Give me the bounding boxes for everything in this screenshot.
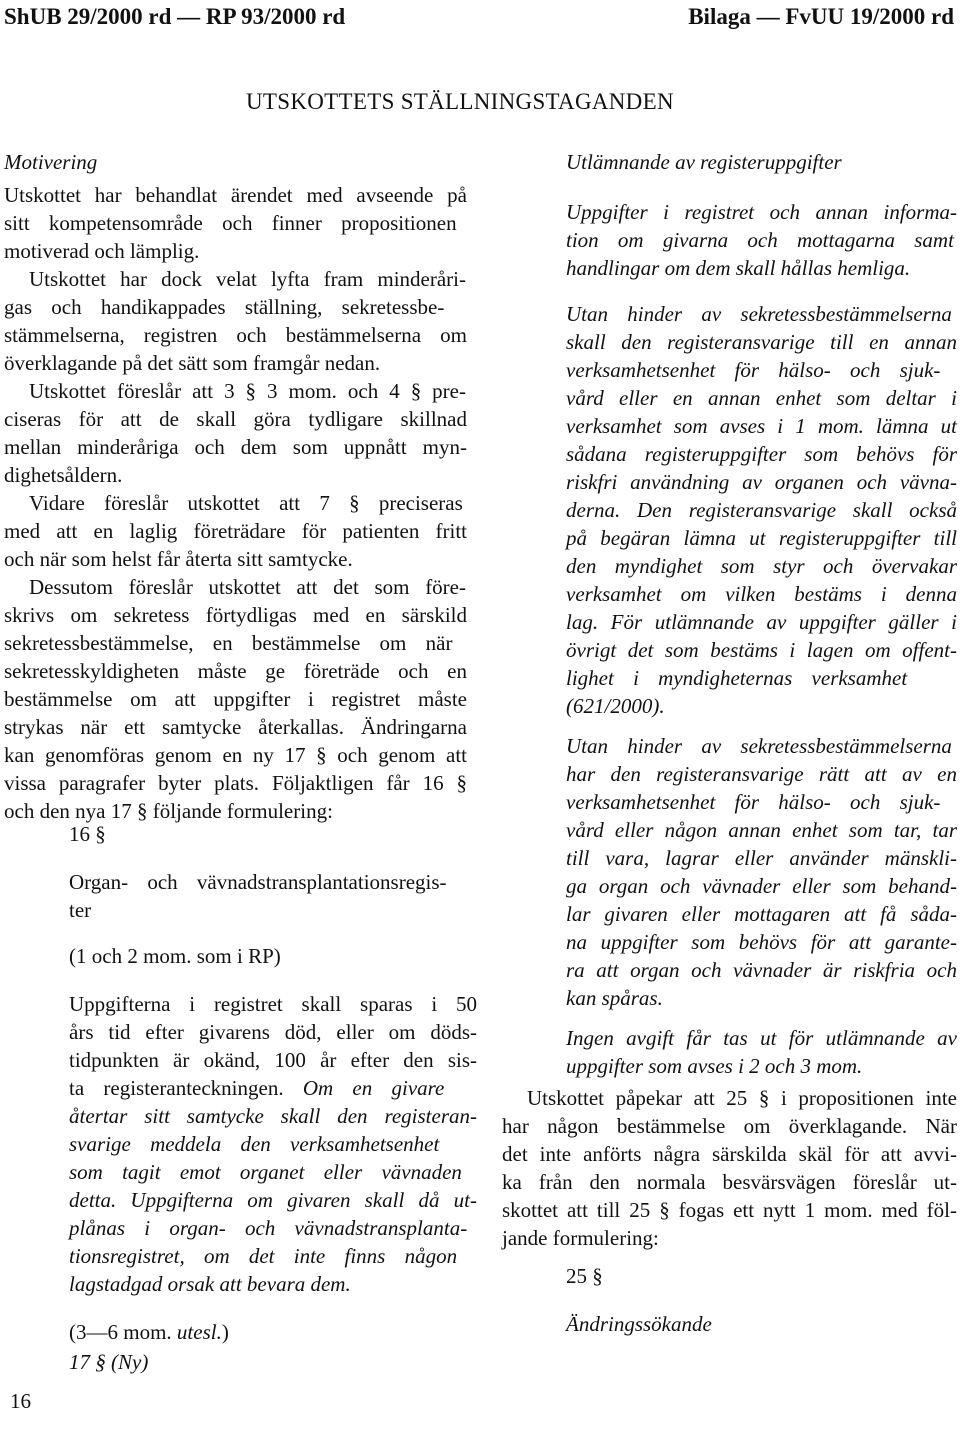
right-text-line: lar givaren eller mottagaren att få såda-	[566, 902, 957, 926]
left-text-line: ter	[69, 898, 92, 922]
right-text-line: verksamhet som avses i 1 mom. lämna ut	[566, 414, 957, 438]
left-text-line: mellan minderåriga och dem som uppnått myn-	[4, 435, 467, 459]
left-text-line: stämmelserna, registren och bestämmelserna om	[4, 323, 467, 347]
left-text-line: som tagit emot organet eller vävnaden	[69, 1160, 462, 1184]
left-text-line: vissa paragrafer byter plats. Följaktligen får 16 §	[4, 771, 467, 795]
running-header-right: Bilaga — FvUU 19/2000 rd	[688, 4, 954, 29]
left-text-line: med att en laglig företrädare för patienten fritt	[4, 519, 467, 543]
left-text-line: (1 och 2 mom. som i RP)	[69, 944, 281, 968]
right-text-line: Ändringssökande	[566, 1312, 712, 1336]
right-text-line: den myndighet som styr och övervakar	[566, 554, 957, 578]
left-text-line: strykas när ett samtycke återkallas. Ändringarna	[4, 715, 467, 739]
left-text-line: Utskottet föreslår att 3 § 3 mom. och 4 § pre-	[29, 379, 466, 403]
right-text-line: skottet att till 25 § fogas ett nytt 1 mom. med föl-	[502, 1198, 957, 1222]
left-text-line: bestämmelse om att uppgifter i registret måste	[4, 687, 467, 711]
left-text-line: tidpunkten är okänd, 100 år efter den sis-	[69, 1048, 477, 1072]
right-text-line: övrigt det som bestäms i lagen om offent-	[566, 638, 957, 662]
right-text-line: har någon bestämmelse om överklagande. När	[502, 1114, 957, 1138]
right-text-line: Utlämnande av registeruppgifter	[566, 150, 842, 174]
right-text-line: riskfri användning av organen och vävna-	[566, 470, 957, 494]
left-text-line: (3—6 mom. utesl.)	[69, 1320, 229, 1344]
running-header-left: ShUB 29/2000 rd — RP 93/2000 rd	[4, 4, 346, 29]
right-text-line: handlingar om dem skall hållas hemliga.	[566, 256, 911, 280]
right-text-line: Utan hinder av sekretessbestämmelserna	[566, 302, 952, 326]
right-text-line: ka från den normala besvärsvägen föreslår ut-	[502, 1170, 957, 1194]
left-text-line: och den nya 17 § följande formulering:	[4, 799, 333, 823]
right-text-line: uppgifter som avses i 2 och 3 mom.	[566, 1054, 863, 1078]
left-text-line: överklagande på det sätt som framgår nedan.	[4, 351, 381, 375]
left-text-line: ciseras för att de skall göra tydligare skillnad	[4, 407, 467, 431]
left-text-line: Organ- och vävnadstransplantationsregis-	[69, 870, 447, 894]
left-text-line: sekretessbestämmelse, en bestämmelse om när	[4, 631, 453, 655]
right-text-line: verksamhet om vilken bestäms i denna	[566, 582, 957, 606]
left-text-line: svarige meddela den verksamhetsenhet	[69, 1132, 440, 1156]
right-text-line: lag. För utlämnande av uppgifter gäller i	[566, 610, 957, 634]
right-text-line: na uppgifter som behövs för att garante-	[566, 930, 957, 954]
right-text-line: på begäran lämna ut registeruppgifter till	[566, 526, 957, 550]
left-text-line: Dessutom föreslår utskottet att det som före-	[29, 575, 466, 599]
page-number: 16	[10, 1389, 31, 1413]
left-text-line: kan genomföras genom en ny 17 § och genom att	[4, 743, 467, 767]
left-text-line: års tid efter givarens död, eller om döds-	[69, 1020, 477, 1044]
right-text-line: vård eller en annan enhet som deltar i	[566, 386, 957, 410]
left-text-line: Uppgifterna i registret skall sparas i 50	[69, 992, 477, 1016]
left-text-line: motiverad och lämplig.	[4, 239, 200, 263]
right-text-line: Utskottet påpekar att 25 § i propositionen inte	[527, 1086, 957, 1110]
right-text-line: har den registeransvarige rätt att av en	[566, 762, 957, 786]
right-text-line: (621/2000).	[566, 694, 665, 718]
right-text-line: verksamhetsenhet för hälso- och sjuk-	[566, 790, 941, 814]
left-text-line: Utskottet har dock velat lyfta fram minderåri-	[29, 267, 466, 291]
left-text-line: sitt kompetensområde och finner propositionen	[4, 211, 457, 235]
right-text-line: Uppgifter i registret och annan informa-	[566, 200, 957, 224]
left-text-line: sekretesskyldigheten måste ge företräde och en	[4, 659, 467, 683]
left-text-line: tionsregistret, om det inte finns någon	[69, 1244, 458, 1268]
right-text-line: ra att organ och vävnader är riskfria och	[566, 958, 957, 982]
right-text-line: derna. Den registeransvarige skall också	[566, 498, 957, 522]
left-text-line: skrivs om sekretess förtydligas med en särskild	[4, 603, 467, 627]
left-text-line: dighetsåldern.	[4, 463, 123, 487]
left-text-line: plånas i organ- och vävnadstransplanta-	[69, 1216, 468, 1240]
left-text-line: lagstadgad orsak att bevara dem.	[69, 1272, 351, 1296]
left-text-line: 17 § (Ny)	[69, 1350, 149, 1374]
left-text-line: Utskottet har behandlat ärendet med avseende på	[4, 183, 467, 207]
right-text-line: 25 §	[566, 1264, 603, 1288]
left-text-line: och när som helst får återta sitt samtycke.	[4, 547, 353, 571]
right-text-line: kan spåras.	[566, 986, 663, 1010]
right-text-line: det inte anförts några särskilda skäl för att avvi-	[502, 1142, 957, 1166]
left-text-line: ta registeranteckningen. Om en givare	[69, 1076, 445, 1100]
right-text-line: skall den registeransvarige till en annan	[566, 330, 957, 354]
right-text-line: jande formulering:	[502, 1226, 659, 1250]
left-text-line: Vidare föreslår utskottet att 7 § preciseras	[29, 491, 463, 515]
left-text-line: Motivering	[4, 150, 98, 174]
right-text-line: Ingen avgift får tas ut för utlämnande av	[566, 1026, 957, 1050]
right-text-line: tion om givarna och mottagarna samt	[566, 228, 954, 252]
right-text-line: lighet i myndigheternas verksamhet	[566, 666, 908, 690]
right-text-line: ga organ och vävnader eller som behand-	[566, 874, 957, 898]
right-text-line: Utan hinder av sekretessbestämmelserna	[566, 734, 952, 758]
left-text-line: detta. Uppgifterna om givaren skall då ut-	[69, 1188, 477, 1212]
right-text-line: sådana registeruppgifter som behövs för	[566, 442, 957, 466]
right-text-line: verksamhetsenhet för hälso- och sjuk-	[566, 358, 941, 382]
section-title: UTSKOTTETS STÄLLNINGSTAGANDEN	[246, 89, 674, 114]
right-text-line: vård eller någon annan enhet som tar, tar	[566, 818, 957, 842]
right-text-line: till vara, lagrar eller använder mänskli-	[566, 846, 957, 870]
left-text-line: gas och handikappades ställning, sekretessbe-	[4, 295, 445, 319]
left-text-line: 16 §	[69, 822, 106, 846]
left-text-line: återtar sitt samtycke skall den registeran-	[69, 1104, 477, 1128]
